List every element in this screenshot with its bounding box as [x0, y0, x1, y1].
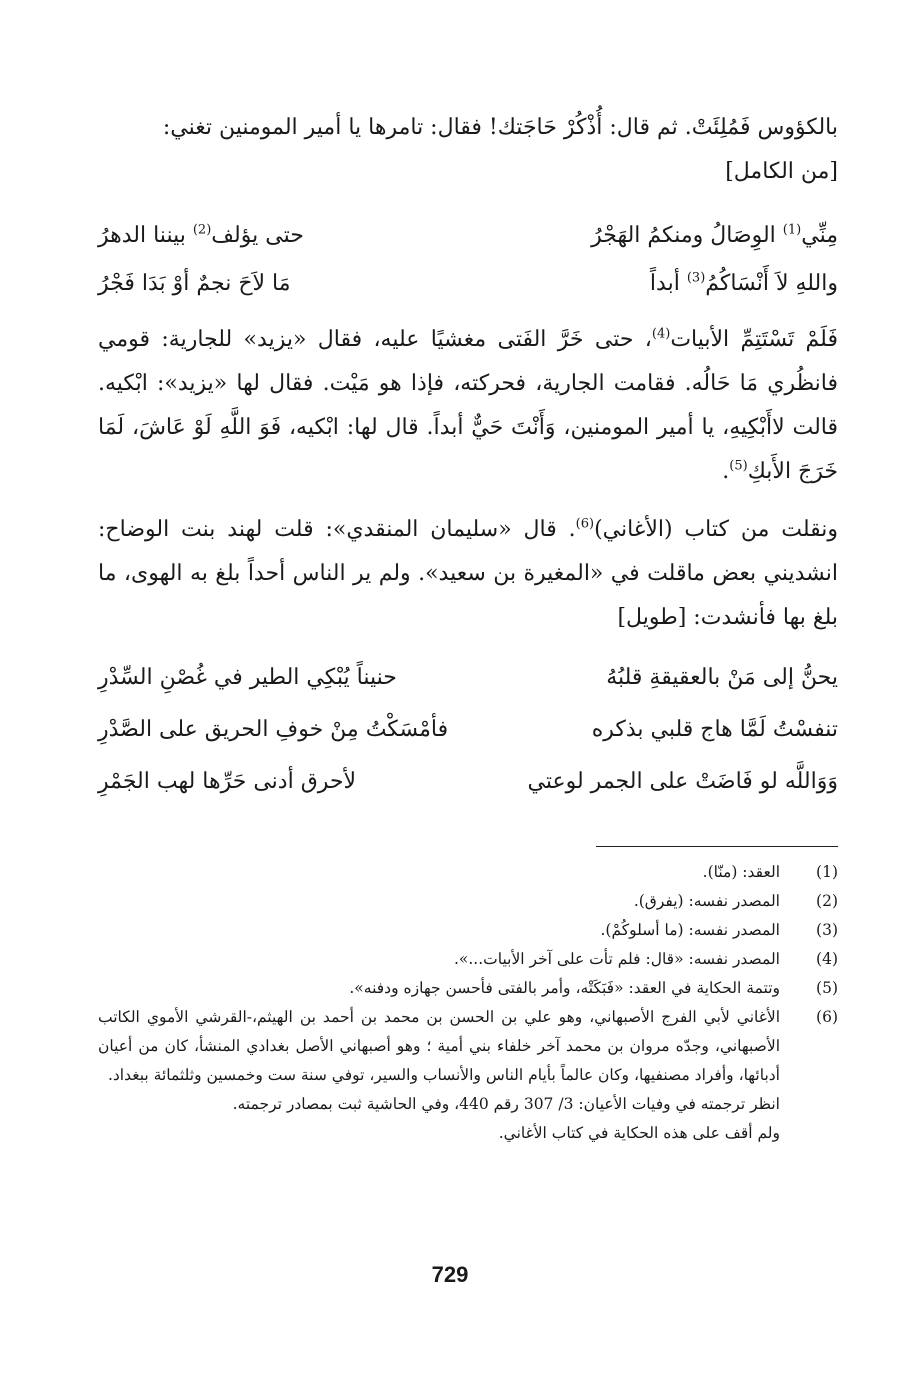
paragraph-2-end: . — [722, 459, 730, 484]
verse-1-word: مِنِّي — [801, 223, 838, 248]
verse-5-second-hemistich: لأحرق أدنى حَرِّها لهب الجَمْرِ — [98, 769, 357, 794]
footnote-number: (4) — [816, 950, 838, 968]
verse-line-5 — [98, 758, 838, 806]
footnote-text: المصدر نفسه: (يفرق). — [633, 892, 780, 910]
footnote-6 — [98, 1003, 838, 1090]
verse-1-second-hemistich — [98, 212, 304, 260]
footnote-1 — [98, 858, 838, 887]
footnote-number: (3) — [816, 921, 838, 939]
footnote-2 — [98, 887, 838, 916]
footnote-4 — [98, 945, 838, 974]
verse-line-2 — [98, 260, 838, 308]
footnote-divider — [596, 846, 838, 847]
verse-1-first-hemistich — [591, 212, 838, 260]
footnote-6-note: ولم أقف على هذه الحكاية في كتاب الأغاني. — [498, 1124, 780, 1142]
meter-tag: [من الكامل] — [725, 159, 838, 184]
footnote-ref-5: (5) — [729, 458, 748, 474]
footnote-text: الأغاني لأبي الفرج الأصبهاني، وهو علي بن الحسن بن محمد بن أحمد بن الهيثم،-القرشي الأموي الكاتب الأصبهاني، وجدّه مروان بن محمد آخر خلفاء بني أمية ؛ وهو أصبهاني الأصل بغدادي المنشأ، كان من أعيان أدبائها، وأفراد مصنفيها، وكان عالماً بأيام الناس والأنساب والسير، توفي سنة ست وخمسين وثلثمائة ببغداد. — [98, 1008, 780, 1084]
verse-1-second-text: حتى يؤلف — [211, 223, 304, 248]
paragraph-2 — [98, 318, 838, 494]
footnote-text: العقد: (منّا). — [702, 863, 780, 881]
paragraph-3-body: . قال «سليمان المنقدي»: قلت لهند بنت الوضاح: انشديني بعض ماقلت في «المغيرة بن سعيد». ولم ير الناس أحداً بلغ به الهوى، ما بلغ بها فأنشدت: [طويل] — [98, 517, 838, 630]
footnote-ref-2: (2) — [192, 222, 212, 238]
verse-1-second-end: بيننا الدهرُ — [98, 223, 186, 248]
footnote-number: (6) — [816, 1008, 838, 1026]
footnote-text: المصدر نفسه: «قال: فلم تأت على آخر الأبيات...». — [453, 950, 780, 968]
paragraph-1 — [98, 106, 838, 194]
page-number: 729 — [431, 1262, 469, 1287]
verse-line-1 — [98, 212, 838, 260]
verse-4-second-hemistich: فأمْسَكْتُ مِنْ خوفِ الحريق على الصَّدْرِ — [98, 717, 449, 742]
verse-2-second-hemistich: مَا لاَحَ نجمٌ أوْ بَدَا فَجْرُ — [98, 271, 291, 296]
verse-line-4 — [98, 706, 838, 754]
footnote-number: (5) — [816, 979, 838, 997]
footnote-text: وتتمة الحكاية في العقد: «فَبَكَتْه، وأمر بالفتى فأحسن جهازه ودفنه». — [349, 979, 780, 997]
verse-4-first-hemistich: تنفسْتُ لَمَّا هاج قلبي بذكره — [591, 717, 838, 742]
verse-line-3 — [98, 654, 838, 702]
verse-2-text: واللهِ لاَ أَنْسَاكُمُ — [705, 271, 838, 296]
footnote-ref-4: (4) — [651, 326, 671, 342]
verse-5-first-hemistich: وَوَاللَّه لو فَاضَتْ على الجمر لوعتي — [527, 769, 838, 794]
paragraph-1-text: بالكؤوس فَمُلِئَتْ. ثم قال: أُذْكُرْ حَاجَتك! فقال: تامرها يا أمير المومنين تغني: — [162, 115, 838, 140]
verse-2-word: أبداً — [649, 271, 680, 296]
footnote-ref-6: (6) — [575, 516, 595, 532]
paragraph-3 — [98, 508, 838, 640]
paragraph-2-start: فَلَمْ تَسْتَتِمِّ الأبيات — [670, 327, 838, 352]
footnote-ref-3: (3) — [686, 270, 706, 286]
footnote-ref-1: (1) — [782, 222, 802, 238]
verse-2-first-hemistich — [650, 260, 838, 308]
footnote-text: المصدر نفسه: (ما أسلوكُمْ). — [600, 921, 780, 939]
paragraph-2-body: ، حتى خَرَّ الفَتى مغشيًا عليه، فقال «يزيد» للجارية: قومي فانظُري مَا حَالُه. فقامت الجارية، فحركته، فإذا هو مَيْت. فقال لها «يزيد»: ابْكيه. قالت لاأَبْكِيهِ، يا أمير المومنين، وَأَنْتَ حَيٌّ أبداً. قال لها: ابْكيه، فَوَ اللَّهِ لَوْ عَاشَ، لَمَا خَرَجَ الأَبكِ — [98, 327, 838, 484]
footnote-5 — [98, 974, 838, 1003]
verse-1-text: الوِصَالُ ومنكمُ الهَجْرُ — [591, 223, 776, 248]
footnote-number: (2) — [816, 892, 838, 910]
footnotes-list — [98, 858, 838, 1148]
footnote-6-reference: انظر ترجمته في وفيات الأعيان: 3/ 307 رقم 440، وفي الحاشية ثبت بمصادر ترجمته. — [232, 1095, 780, 1113]
footnote-number: (1) — [816, 863, 838, 881]
verse-3-first-hemistich: يحنُّ إلى مَنْ بالعقيقةِ قلبُهُ — [606, 665, 838, 690]
paragraph-3-start: ونقلت من كتاب (الأغاني) — [594, 517, 838, 542]
verse-3-second-hemistich: حنيناً يُبْكِي الطير في غُصْنِ السِّدْرِ — [98, 665, 397, 690]
footnote-3 — [98, 916, 838, 945]
